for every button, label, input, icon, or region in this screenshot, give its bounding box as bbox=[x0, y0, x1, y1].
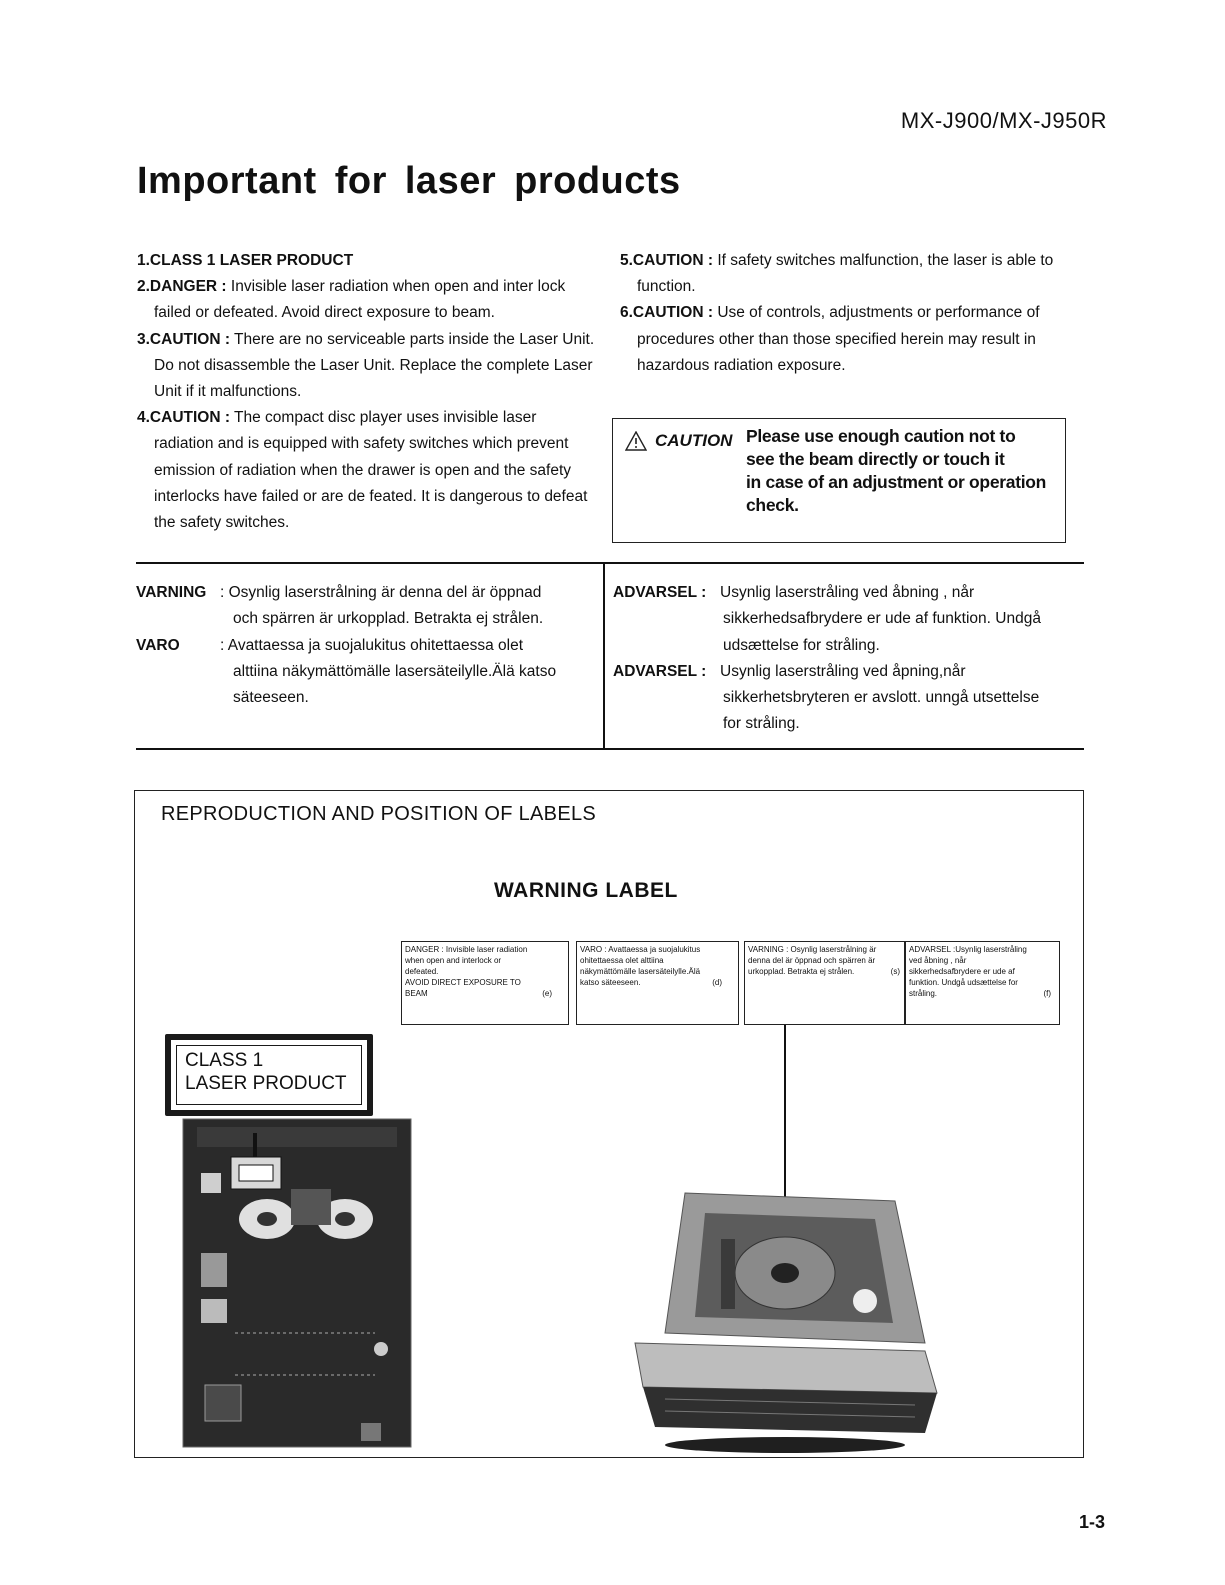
mini-warning-label bbox=[401, 941, 569, 1025]
warning-key: VARNING bbox=[136, 584, 207, 601]
nordic-warnings-right bbox=[613, 580, 1079, 738]
caution-head-text: CAUTION bbox=[655, 431, 733, 450]
divider bbox=[603, 563, 605, 749]
mini-label-line: VARNING : Osynlig laserstrålning är bbox=[748, 945, 877, 954]
section-title: REPRODUCTION AND POSITION OF LABELS bbox=[161, 803, 597, 825]
warning-line: : Osynlig laserstrålning är denna del är öppnad bbox=[220, 584, 542, 601]
mini-label-line: funktion. Undgå udsættelse for bbox=[909, 978, 1018, 987]
mini-label-line: when open and interlock or bbox=[405, 956, 502, 965]
mini-label-line: näkymättömälle lasersäteilylle.Älä bbox=[580, 967, 701, 976]
mini-label-text: katso säteeseen. bbox=[580, 978, 641, 987]
warning-line: udsættelse for stråling. bbox=[723, 636, 880, 654]
caution-line: Please use enough caution not to bbox=[746, 426, 1016, 446]
item-key: 3.CAUTION : bbox=[137, 330, 230, 348]
item-key: 1.CLASS 1 LASER PRODUCT bbox=[137, 252, 354, 269]
warning-line: Usynlig laserstråling ved åbning , når bbox=[720, 584, 975, 601]
mini-label-line: sikkerhedsafbrydere er ude af bbox=[909, 967, 1015, 976]
class-label-line: LASER PRODUCT bbox=[185, 1073, 347, 1094]
model-number: MX-J900/MX-J950R bbox=[900, 108, 1107, 133]
class1-label bbox=[165, 1034, 373, 1116]
list-item bbox=[137, 248, 597, 274]
warning-line: for stråling. bbox=[723, 715, 800, 733]
warning-line: och spärren är urkopplad. Betrakta ej strålen. bbox=[233, 610, 544, 628]
warning-label-title: WARNING LABEL bbox=[494, 879, 678, 902]
mini-warning-label bbox=[576, 941, 739, 1025]
mini-label-line bbox=[748, 966, 901, 977]
mini-label-line: ADVARSEL :Usynlig laserstråling bbox=[909, 945, 1027, 954]
mini-label-line: DANGER : Invisible laser radiation bbox=[405, 945, 528, 954]
item-text: Invisible laser radiation when open and inter lock failed or defeated. Avoid direct exposure to beam. bbox=[154, 278, 566, 322]
warning-key: ADVARSEL : bbox=[613, 584, 707, 601]
rear-panel-illustration bbox=[175, 1113, 415, 1453]
warning-line: alttiina näkymättömälle lasersäteilylle.Älä katso bbox=[233, 662, 557, 680]
item-key: 4.CAUTION : bbox=[137, 409, 230, 427]
warning-triangle-icon bbox=[625, 431, 647, 451]
caution-message bbox=[746, 425, 1064, 517]
label-code: (f) bbox=[1043, 989, 1051, 998]
caution-heading bbox=[625, 431, 732, 451]
title-word: for bbox=[334, 160, 387, 202]
warning-entry bbox=[136, 580, 596, 633]
warning-line: sikkerhedsafbrydere er ude af funktion. Undgå bbox=[723, 610, 1041, 628]
title-word: products bbox=[514, 160, 681, 202]
item-text: There are no serviceable parts inside the Laser Unit. Do not disassemble the Laser Unit. Replace the complete Laser Unit if it malfunctions. bbox=[154, 330, 595, 401]
caution-list-right bbox=[620, 248, 1080, 379]
divider bbox=[136, 748, 1084, 750]
item-text: If safety switches malfunction, the laser is able to function. bbox=[637, 252, 1054, 296]
caution-line: in case of an adjustment or operation bbox=[746, 472, 1047, 492]
warning-line: Usynlig laserstråling ved åpning,når bbox=[720, 662, 966, 680]
warning-entry bbox=[613, 580, 1079, 659]
list-item bbox=[137, 274, 597, 326]
mini-label-line bbox=[405, 988, 565, 999]
warning-line: : Avattaessa ja suojalukitus ohitettaessa olet bbox=[220, 636, 524, 654]
mini-label-text: BEAM bbox=[405, 989, 428, 998]
page-title bbox=[137, 160, 699, 203]
warning-line: sikkerhetsbryteren er avslott. unngå utsettelse bbox=[723, 689, 1040, 707]
mini-warning-label bbox=[744, 941, 905, 1025]
class1-label-inner bbox=[176, 1045, 362, 1105]
warning-entry bbox=[136, 633, 596, 712]
mini-label-line bbox=[909, 988, 1056, 999]
title-word: laser bbox=[404, 160, 497, 202]
caution-box bbox=[612, 418, 1066, 543]
mini-label-line: defeated. bbox=[405, 967, 439, 976]
warning-key: VARO bbox=[136, 636, 180, 654]
item-key: 6.CAUTION : bbox=[620, 304, 713, 322]
class-label-line: CLASS 1 bbox=[185, 1050, 264, 1071]
page-number: 1-3 bbox=[1078, 1512, 1105, 1532]
list-item bbox=[620, 248, 1080, 300]
mini-label-text: stråling. bbox=[909, 989, 938, 998]
mini-label-text: urkopplad. Betrakta ej strålen. bbox=[748, 967, 855, 976]
mini-label-line bbox=[580, 977, 735, 988]
warning-line: säteeseen. bbox=[233, 689, 309, 707]
mini-warning-label bbox=[905, 941, 1060, 1025]
caution-list-left bbox=[137, 248, 597, 536]
list-item bbox=[137, 327, 597, 406]
mini-label-line: ohitettaessa olet alttiina bbox=[580, 956, 664, 965]
list-item bbox=[620, 300, 1080, 379]
caution-line: check. bbox=[746, 495, 799, 515]
item-text: Use of controls, adjustments or performance of procedures other than those specified herein may result in hazardous radiation exposure. bbox=[637, 304, 1040, 374]
mini-label-line: VARO : Avattaessa ja suojalukitus bbox=[580, 945, 701, 954]
label-code: (e) bbox=[542, 989, 552, 998]
label-code: (s) bbox=[890, 967, 900, 976]
item-key: 2.DANGER : bbox=[137, 278, 227, 296]
cd-drawer-illustration bbox=[625, 1183, 945, 1455]
title-word: Important bbox=[137, 160, 317, 202]
mini-label-line: denna del är öppnad och spärren är bbox=[748, 956, 876, 965]
mini-label-line: AVOID DIRECT EXPOSURE TO bbox=[405, 978, 521, 987]
caution-line: see the beam directly or touch it bbox=[746, 449, 1005, 469]
warning-key: ADVARSEL : bbox=[613, 662, 707, 680]
list-item bbox=[137, 405, 597, 536]
label-code: (d) bbox=[712, 978, 722, 987]
divider bbox=[136, 562, 1084, 564]
nordic-warnings-left bbox=[136, 580, 596, 711]
warning-entry bbox=[613, 659, 1079, 738]
mini-label-line: ved åbning , når bbox=[909, 956, 967, 965]
item-key: 5.CAUTION : bbox=[620, 252, 713, 269]
labels-section bbox=[134, 790, 1084, 1458]
item-text: The compact disc player uses invisible laser radiation and is equipped with safety switches which prevent emission of radiation when the drawer is open and the safety interlocks have failed or are de feated. It is dangerous to defeat the safety switches. bbox=[154, 409, 588, 532]
